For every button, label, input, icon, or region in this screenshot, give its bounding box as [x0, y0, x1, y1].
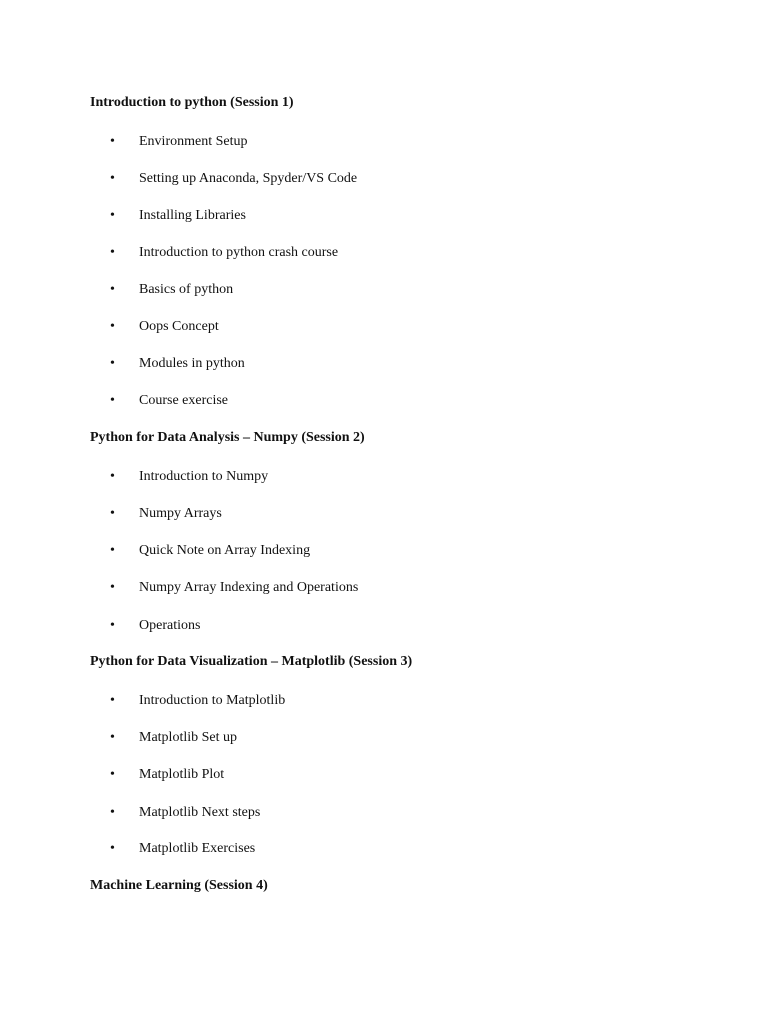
bullet-icon: • — [110, 618, 115, 633]
bullet-icon: • — [110, 730, 115, 745]
list-item-text: Numpy Arrays — [139, 506, 222, 521]
list-item — [0, 133, 768, 151]
list-item-text: Introduction to python crash course — [139, 245, 339, 260]
list-item-text: Modules in python — [139, 356, 245, 371]
bullet-icon: • — [110, 393, 115, 408]
bullet-icon: • — [110, 469, 115, 484]
list-item — [0, 244, 768, 262]
list-item-text: Course exercise — [139, 393, 229, 408]
list-item-text: Environment Setup — [139, 134, 248, 149]
bullet-icon: • — [110, 767, 115, 782]
list-item — [0, 318, 768, 336]
list-item — [0, 692, 768, 710]
list-item-text: Quick Note on Array Indexing — [139, 543, 311, 558]
bullet-icon: • — [110, 693, 115, 708]
list-item — [0, 729, 768, 747]
list-item — [0, 392, 768, 410]
bullet-icon: • — [110, 543, 115, 558]
list-item — [0, 542, 768, 560]
list-item — [0, 505, 768, 523]
bullet-icon: • — [110, 356, 115, 371]
list-item-text: Numpy Array Indexing and Operations — [139, 580, 359, 595]
list-item — [0, 840, 768, 858]
list-item-text: Oops Concept — [139, 319, 219, 334]
list-item-text: Introduction to Matplotlib — [139, 693, 286, 708]
bullet-icon: • — [110, 580, 115, 595]
list-item — [0, 617, 768, 635]
bullet-icon: • — [110, 208, 115, 223]
list-item — [0, 468, 768, 486]
list-item-text: Matplotlib Exercises — [139, 841, 256, 856]
list-item-text: Matplotlib Plot — [139, 767, 225, 782]
list-item — [0, 281, 768, 299]
bullet-icon: • — [110, 319, 115, 334]
section-heading: Machine Learning (Session 4) — [90, 878, 268, 893]
bullet-icon: • — [110, 841, 115, 856]
section-heading: Introduction to python (Session 1) — [90, 95, 294, 110]
list-item — [0, 766, 768, 784]
list-item-text: Introduction to Numpy — [139, 469, 269, 484]
list-item-text: Setting up Anaconda, Spyder/VS Code — [139, 171, 358, 186]
list-item-text: Operations — [139, 618, 201, 633]
bullet-icon: • — [110, 506, 115, 521]
bullet-icon: • — [110, 805, 115, 820]
bullet-icon: • — [110, 245, 115, 260]
bullet-icon: • — [110, 171, 115, 186]
list-item — [0, 170, 768, 188]
bullet-icon: • — [110, 134, 115, 149]
bullet-icon: • — [110, 282, 115, 297]
list-item-text: Matplotlib Set up — [139, 730, 237, 745]
section-heading: Python for Data Visualization – Matplotlib (Session 3) — [90, 654, 413, 669]
list-item-text: Basics of python — [139, 282, 234, 297]
list-item — [0, 207, 768, 225]
list-item — [0, 579, 768, 597]
list-item — [0, 804, 768, 822]
list-item-text: Installing Libraries — [139, 208, 246, 223]
list-item — [0, 355, 768, 373]
list-item-text: Matplotlib Next steps — [139, 805, 261, 820]
section-heading: Python for Data Analysis – Numpy (Session 2) — [90, 430, 365, 445]
